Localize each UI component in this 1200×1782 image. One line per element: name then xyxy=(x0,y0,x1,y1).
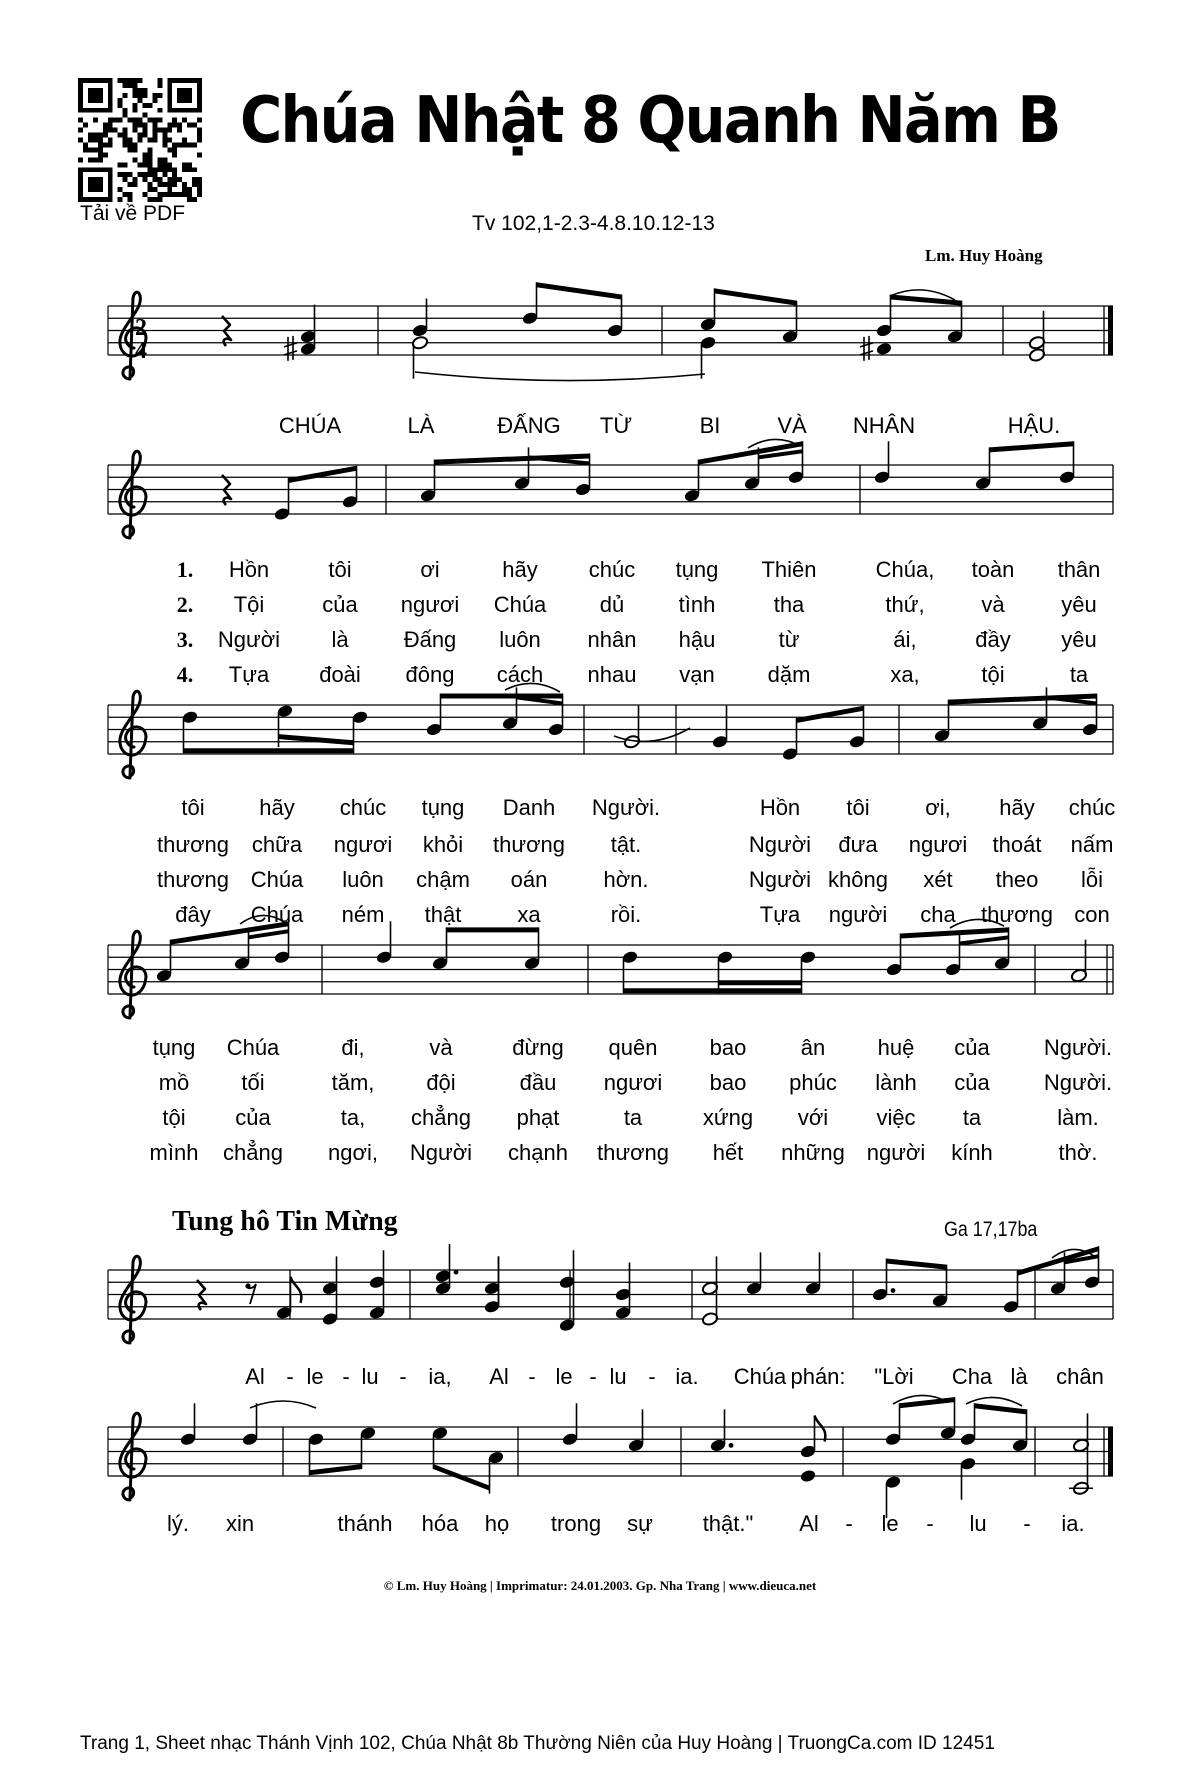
treble-clef xyxy=(120,451,146,538)
beam xyxy=(900,1397,955,1408)
lyric-syllable: thương xyxy=(981,902,1053,927)
lyric-syllable: ta, xyxy=(340,1105,366,1130)
lyric-syllable: luôn xyxy=(342,867,384,892)
beam xyxy=(887,1259,947,1270)
gospel-acclamation-title: Tung hô Tin Mừng xyxy=(172,1206,398,1237)
lyric-syllable: lu xyxy=(361,1364,379,1389)
verse-number: 1. xyxy=(176,557,194,582)
lyric-syllable: đầy xyxy=(975,627,1011,652)
lyric-syllable: tình xyxy=(678,592,716,617)
notehead xyxy=(875,341,892,356)
lyric-syllable: Hồn xyxy=(759,795,801,820)
lyric-syllable: Người xyxy=(748,832,812,857)
lyric-syllable: ái, xyxy=(893,627,917,652)
lyric-syllable: CHÚA xyxy=(278,413,342,438)
lyric-syllable: thứ, xyxy=(885,592,925,617)
verse-number: 4. xyxy=(176,662,194,687)
lyric-syllable: tối xyxy=(241,1070,265,1095)
lyric-syllable: ngươi xyxy=(400,592,460,617)
lyric-syllable: TỪ xyxy=(599,413,633,438)
lyric-syllable: chúc xyxy=(339,795,387,820)
lyric-syllable: yêu xyxy=(1061,592,1097,617)
beam xyxy=(891,295,962,306)
flag xyxy=(815,1416,826,1442)
lyric-syllable: tụng xyxy=(152,1035,196,1060)
lyric-syllable: đoài xyxy=(319,662,361,687)
lyric-syllable: - xyxy=(286,1364,294,1389)
lyric-syllable: Al xyxy=(245,1364,265,1389)
beam xyxy=(434,1464,490,1491)
lyric-syllable: nhau xyxy=(587,662,637,687)
lyric-syllable: Thiên xyxy=(761,557,817,582)
lyric-syllable: - xyxy=(589,1364,597,1389)
beam xyxy=(990,441,1074,452)
music-notes xyxy=(152,282,1100,1518)
lyric-syllable: lỗi xyxy=(1080,867,1104,892)
notehead xyxy=(799,1469,816,1484)
beam xyxy=(441,694,563,699)
lyric-syllable: Chúa xyxy=(250,902,304,927)
lyric-syllable: Hồn xyxy=(228,557,270,582)
lyric-syllable: lu xyxy=(969,1511,987,1536)
lyric-syllable: của xyxy=(235,1105,271,1130)
lyric-syllable: Người. xyxy=(1043,1035,1113,1060)
verse-number: 3. xyxy=(176,627,194,652)
lyric-syllable: Tựa xyxy=(759,902,801,927)
lyric-syllable: xét xyxy=(923,867,953,892)
lyric-syllable: Chúa xyxy=(493,592,547,617)
lyric-syllable: và xyxy=(981,592,1005,617)
lyric-syllable: chữa xyxy=(251,832,303,857)
lyric-syllable: NHÂN xyxy=(852,413,916,438)
composer-credit: Lm. Huy Hoàng xyxy=(925,246,1043,265)
lyric-syllable: việc xyxy=(876,1105,916,1130)
lyric-syllable: con xyxy=(1074,902,1110,927)
lyric-syllable: là xyxy=(331,627,349,652)
lyric-syllable: thờ. xyxy=(1058,1140,1098,1165)
lyric-syllable: ngươi xyxy=(908,832,968,857)
lyric-syllable: kính xyxy=(951,1140,993,1165)
treble-clef xyxy=(120,691,146,778)
lyric-syllable: đừng xyxy=(512,1035,564,1060)
lyric-syllable: ia. xyxy=(675,1364,699,1389)
lyric-syllable: đây xyxy=(175,902,211,927)
lyric-syllable: Chúa xyxy=(733,1364,787,1389)
lyric-syllable: chẳng xyxy=(411,1105,471,1130)
lyric-syllable: thật." xyxy=(702,1511,754,1536)
lyric-syllable: tội xyxy=(162,1105,186,1130)
lyric-syllable: hãy xyxy=(259,795,295,820)
lyric-syllable: hãy xyxy=(502,557,538,582)
lyric-syllable: bao xyxy=(709,1035,747,1060)
beam xyxy=(1018,1246,1099,1276)
gospel-reference: Ga 17,17ba xyxy=(944,1218,1038,1241)
beam xyxy=(537,282,622,299)
lyric-syllable: lý. xyxy=(167,1511,189,1536)
lyric-syllable: Người xyxy=(409,1140,473,1165)
lyric-syllable: phán: xyxy=(790,1364,846,1389)
lyric-syllable: xa, xyxy=(890,662,920,687)
lyric-syllable: Al xyxy=(489,1364,509,1389)
lyric-syllable: Đấng xyxy=(403,627,457,652)
lyric-syllable: lành xyxy=(875,1070,917,1095)
lyric-syllable: mình xyxy=(149,1140,199,1165)
lyric-syllable: xa xyxy=(517,902,541,927)
lyric-syllable: - xyxy=(1023,1511,1031,1536)
lyric-syllable: tôi xyxy=(328,557,352,582)
lyric-syllable: - xyxy=(926,1511,934,1536)
final-barline-thick xyxy=(1108,306,1113,355)
lyric-syllable: rồi. xyxy=(610,902,642,927)
lyric-syllable: - xyxy=(845,1511,853,1536)
time-signature xyxy=(135,315,147,364)
lyrics xyxy=(150,413,1116,1536)
lyric-syllable: tội xyxy=(981,662,1005,687)
lyric-syllable: theo xyxy=(995,867,1039,892)
lyric-syllable: đi, xyxy=(341,1035,365,1060)
lyric-syllable: huệ xyxy=(877,1035,915,1060)
beam xyxy=(901,927,1009,938)
lyric-syllable: ném xyxy=(341,902,385,927)
lyric-syllable: chân xyxy=(1056,1364,1104,1389)
lyric-syllable: nhân xyxy=(587,627,637,652)
lyric-syllable: oán xyxy=(510,867,548,892)
lyric-syllable: tật. xyxy=(610,832,642,857)
lyric-syllable: với xyxy=(797,1105,829,1130)
lyric-syllable: hãy xyxy=(999,795,1035,820)
lyric-syllable: tha xyxy=(773,592,805,617)
lyric-syllable: thánh xyxy=(337,1511,393,1536)
lyric-syllable: thoát xyxy=(992,832,1042,857)
lyric-syllable: Tựa xyxy=(228,662,270,687)
psalm-reference: Tv 102,1-2.3-4.8.10.12-13 xyxy=(472,212,715,235)
lyric-syllable: dặm xyxy=(767,662,811,687)
lyric-syllable: - xyxy=(399,1364,407,1389)
lyric-syllable: VÀ xyxy=(777,413,807,438)
lyric-syllable: đầu xyxy=(519,1070,557,1095)
lyric-syllable: luôn xyxy=(499,627,541,652)
lyric-syllable: - xyxy=(528,1364,536,1389)
lyric-syllable: nấm xyxy=(1070,832,1114,857)
time-signature-bottom: 4 xyxy=(135,338,147,364)
lyric-syllable: Al xyxy=(799,1511,819,1536)
time-signature-top: 2 xyxy=(135,315,147,341)
lyric-syllable: tôi xyxy=(181,795,205,820)
final-barline-thick xyxy=(1108,1427,1113,1476)
lyric-syllable: toàn xyxy=(971,557,1015,582)
lyric-syllable: chúc xyxy=(1068,795,1116,820)
lyric-syllable: le xyxy=(555,1364,573,1389)
lyric-syllable: và xyxy=(429,1035,453,1060)
lyric-syllable: Chúa xyxy=(250,867,304,892)
lyric-syllable: cha xyxy=(920,902,956,927)
lyric-syllable: những xyxy=(781,1140,845,1165)
page-title: Chúa Nhật 8 Quanh Năm B xyxy=(240,84,1060,158)
lyric-syllable: đông xyxy=(405,662,455,687)
lyric-syllable: thương xyxy=(157,867,229,892)
lyric-syllable: người xyxy=(828,902,888,927)
lyric-syllable: Chúa xyxy=(226,1035,280,1060)
lyric-syllable: quên xyxy=(608,1035,658,1060)
lyric-syllable: đưa xyxy=(838,832,878,857)
lyric-syllable: thương xyxy=(157,832,229,857)
lyric-syllable: thương xyxy=(493,832,565,857)
beam xyxy=(310,1464,362,1475)
beam xyxy=(715,288,797,305)
lyric-syllable: HẬU. xyxy=(1007,413,1061,438)
lyric-syllable: từ xyxy=(778,627,800,652)
page-footer: Trang 1, Sheet nhạc Thánh Vịnh 102, Chúa Nhật 8b Thường Niên của Huy Hoàng | TruongCa.com ID 12451 xyxy=(80,1733,995,1754)
lyric-syllable: ngơi, xyxy=(328,1140,378,1165)
copyright-line: © Lm. Huy Hoàng | Imprimatur: 24.01.2003. Gp. Nha Trang | www.dieuca.net xyxy=(383,1578,817,1593)
lyric-syllable: chúc xyxy=(588,557,636,582)
lyric-syllable: phúc xyxy=(789,1070,837,1095)
lyric-syllable: Chúa, xyxy=(875,557,935,582)
lyric-syllable: không xyxy=(828,867,888,892)
lyric-syllable: hậu xyxy=(678,627,716,652)
lyric-syllable: ia. xyxy=(1061,1511,1085,1536)
lyric-syllable: họ xyxy=(484,1511,510,1536)
lyric-syllable: mồ xyxy=(158,1070,190,1095)
dot xyxy=(729,1443,734,1448)
lyric-syllable: Người. xyxy=(1043,1070,1113,1095)
lyric-syllable: - xyxy=(648,1364,656,1389)
lyric-syllable: Danh xyxy=(502,795,556,820)
lyric-syllable: ngươi xyxy=(333,832,393,857)
lyric-syllable: Người xyxy=(748,867,812,892)
treble-clef xyxy=(120,931,146,1018)
lyric-syllable: của xyxy=(954,1035,990,1060)
lyric-syllable: dủ xyxy=(599,592,625,617)
sharp xyxy=(860,336,873,361)
lyric-syllable: ơi, xyxy=(925,795,951,820)
lyric-syllable: hờn. xyxy=(603,867,649,892)
lyric-syllable: ngươi xyxy=(603,1070,663,1095)
lyric-syllable: làm. xyxy=(1057,1105,1099,1130)
treble-clef xyxy=(120,1413,146,1500)
lyric-syllable: trong xyxy=(550,1511,602,1536)
lyric-syllable: ta xyxy=(1069,662,1089,687)
lyric-syllable: yêu xyxy=(1061,627,1097,652)
lyric-syllable: chạnh xyxy=(508,1140,568,1165)
lyric-syllable: Cha xyxy=(951,1364,993,1389)
lyric-syllable: tăm, xyxy=(331,1070,375,1095)
lyric-syllable: ân xyxy=(800,1035,826,1060)
lyric-syllable: người xyxy=(866,1140,926,1165)
beam xyxy=(289,466,357,483)
slur xyxy=(250,1401,316,1408)
beam xyxy=(719,980,802,985)
lyric-syllable: ta xyxy=(623,1105,643,1130)
slur xyxy=(415,372,705,381)
beam xyxy=(797,706,864,723)
lyric-syllable: của xyxy=(322,592,358,617)
beam xyxy=(279,734,354,745)
lyric-syllable: đội xyxy=(426,1070,456,1095)
lyric-syllable: chậm xyxy=(416,867,470,892)
beam xyxy=(624,988,802,993)
lyric-syllable: LÀ xyxy=(407,413,435,438)
treble-clef xyxy=(120,1256,146,1343)
lyric-syllable: - xyxy=(342,1364,350,1389)
lyric-syllable: của xyxy=(954,1070,990,1095)
lyric-syllable: Người. xyxy=(591,795,661,820)
lyric-syllable: xứng xyxy=(702,1105,754,1130)
lyric-syllable: tụng xyxy=(421,795,465,820)
lyric-syllable: hóa xyxy=(421,1511,459,1536)
dot xyxy=(891,1288,896,1293)
lyric-syllable: sự xyxy=(627,1511,653,1536)
lyric-syllable: phạt xyxy=(516,1105,560,1130)
lyric-syllable: Tội xyxy=(233,592,265,617)
lyric-syllable: tôi xyxy=(846,795,870,820)
lyric-syllable: khỏi xyxy=(422,832,464,857)
lyric-syllable: thân xyxy=(1057,557,1101,582)
lyric-syllable: BI xyxy=(699,413,721,438)
beam xyxy=(447,927,539,932)
lyric-syllable: xin xyxy=(225,1511,255,1536)
sharp xyxy=(284,336,297,361)
lyric-syllable: tụng xyxy=(675,557,719,582)
lyric-syllable: vạn xyxy=(679,662,715,687)
lyric-syllable: chẳng xyxy=(223,1140,283,1165)
flag xyxy=(291,1277,302,1303)
lyric-syllable: ơi xyxy=(420,557,440,582)
lyric-syllable: là xyxy=(1010,1364,1028,1389)
lyric-syllable: ĐẤNG xyxy=(497,413,561,438)
lyric-syllable: ta xyxy=(962,1105,982,1130)
lyric-syllable: le xyxy=(306,1364,324,1389)
verse-number: 2. xyxy=(176,592,194,617)
lyric-syllable: le xyxy=(881,1511,899,1536)
lyric-syllable: thật xyxy=(424,902,462,927)
lyric-syllable: Người xyxy=(217,627,281,652)
qr-caption[interactable]: Tải về PDF xyxy=(80,202,186,225)
lyric-syllable: thương xyxy=(597,1140,669,1165)
dot xyxy=(454,1270,459,1275)
beam xyxy=(960,935,1009,945)
lyric-syllable: bao xyxy=(709,1070,747,1095)
lyric-syllable: cách xyxy=(496,662,544,687)
beam xyxy=(184,748,354,753)
lyric-syllable: ia, xyxy=(428,1364,452,1389)
lyric-syllable: hết xyxy=(712,1140,744,1165)
lyric-syllable: "Lời xyxy=(874,1364,914,1389)
lyric-syllable: lu xyxy=(609,1364,627,1389)
